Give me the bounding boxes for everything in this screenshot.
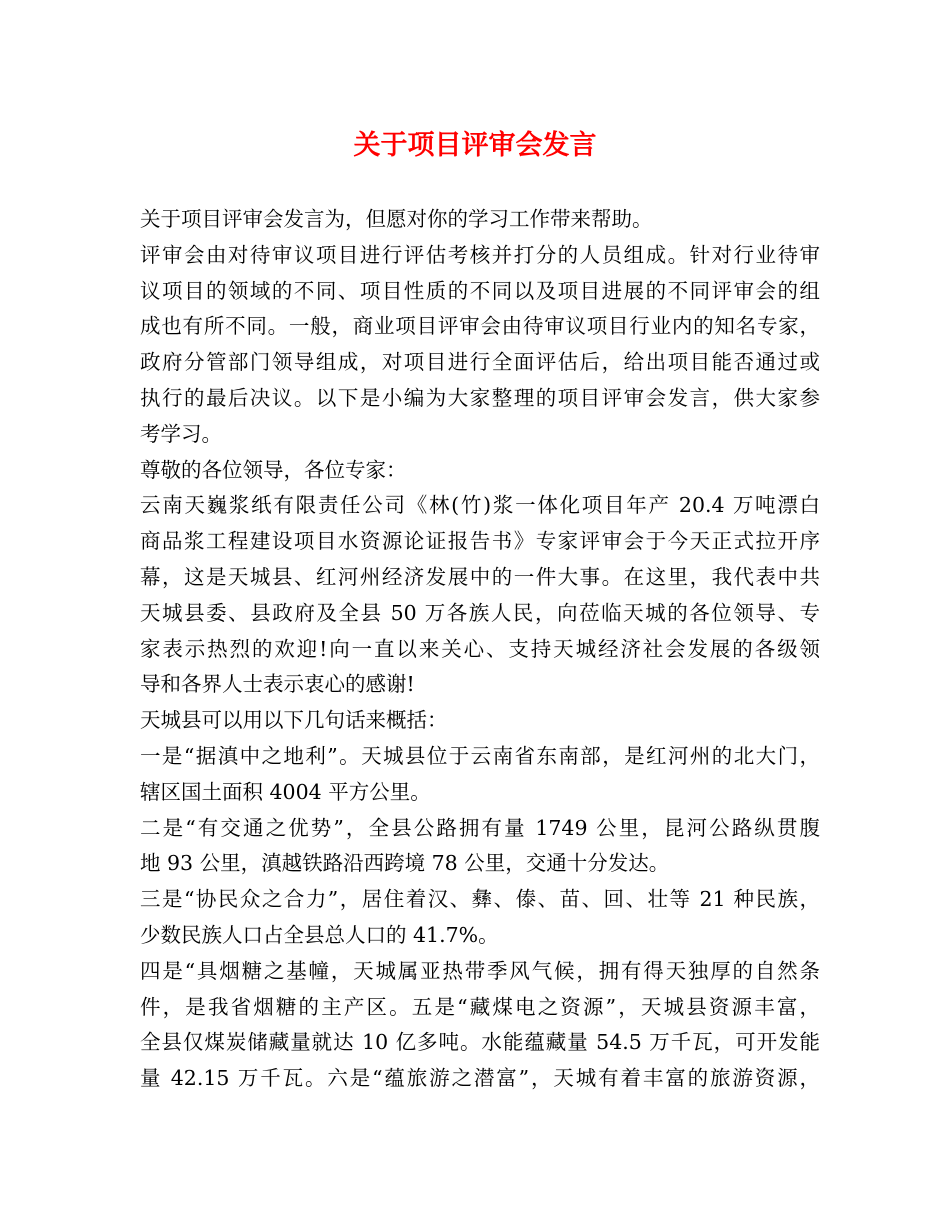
paragraph-line: 议项目的领域的不同、项目性质的不同以及项目进展的不同评审会的组	[140, 278, 820, 303]
paragraph-line: 少数民族人口占全县总人口的 41.7%。	[140, 922, 499, 947]
paragraph-line: 政府分管部门领导组成，对项目进行全面评估后，给出项目能否通过或	[140, 350, 820, 375]
paragraph-line: 尊敬的各位领导，各位专家：	[140, 457, 407, 482]
paragraph-line: 商品浆工程建设项目水资源论证报告书》专家评审会于今天正式拉开序	[140, 529, 820, 554]
paragraph-line: 关于项目评审会发言为，但愿对你的学习工作带来帮助。	[140, 207, 653, 231]
paragraph-line: 执行的最后决议。以下是小编为大家整理的项目评审会发言，供大家参	[140, 385, 820, 410]
paragraph-line: 评审会由对待审议项目进行评估考核并打分的人员组成。针对行业待审	[140, 242, 820, 267]
paragraph-line: 量 42.15 万千瓦。六是“蕴旅游之潜富”，天城有着丰富的旅游资源，	[140, 1066, 820, 1091]
document-body	[140, 202, 820, 1097]
paragraph-line: 辖区国土面积 4004 平方公里。	[140, 779, 431, 804]
paragraph-line: 件，是我省烟糖的主产区。五是“藏煤电之资源”，天城县资源丰富，	[140, 994, 820, 1019]
paragraph-line: 云南天巍浆纸有限责任公司《林(竹)浆一体化项目年产 20.4 万吨漂白	[140, 493, 820, 518]
paragraph-line: 幕，这是天城县、红河州经济发展中的一件大事。在这里，我代表中共	[140, 564, 820, 589]
paragraph-line: 考学习。	[140, 421, 222, 446]
paragraph-line: 四是“具烟糖之基幢，天城属亚热带季风气候，拥有得天独厚的自然条	[140, 958, 820, 983]
paragraph-line: 天城县委、县政府及全县 50 万各族人民，向莅临天城的各位领导、专	[140, 600, 820, 625]
paragraph-line: 一是“据滇中之地利”。天城县位于云南省东南部，是红河州的北大门，	[140, 743, 820, 768]
paragraph-line: 天城县可以用以下几句话来概括：	[140, 708, 448, 733]
paragraph-line: 全县仅煤炭储藏量就达 10 亿多吨。水能蕴藏量 54.5 万千瓦，可开发能	[140, 1030, 820, 1055]
paragraph-line: 三是“协民众之合力”，居住着汉、彝、傣、苗、回、壮等 21 种民族，	[140, 887, 820, 912]
paragraph-line: 成也有所不同。一般，商业项目评审会由待审议项目行业内的知名专家，	[140, 314, 820, 339]
paragraph-line: 地 93 公里，滇越铁路沿西跨境 78 公里，交通十分发达。	[140, 851, 670, 876]
paragraph-line: 二是“有交通之优势”，全县公路拥有量 1749 公里，昆河公路纵贯腹	[140, 815, 820, 840]
document-title: 关于项目评审会发言	[353, 130, 597, 161]
paragraph-line: 导和各界人士表示衷心的感谢!	[140, 672, 415, 697]
paragraph-line: 家表示热烈的欢迎!向一直以来关心、支持天城经济社会发展的各级领	[140, 636, 820, 661]
